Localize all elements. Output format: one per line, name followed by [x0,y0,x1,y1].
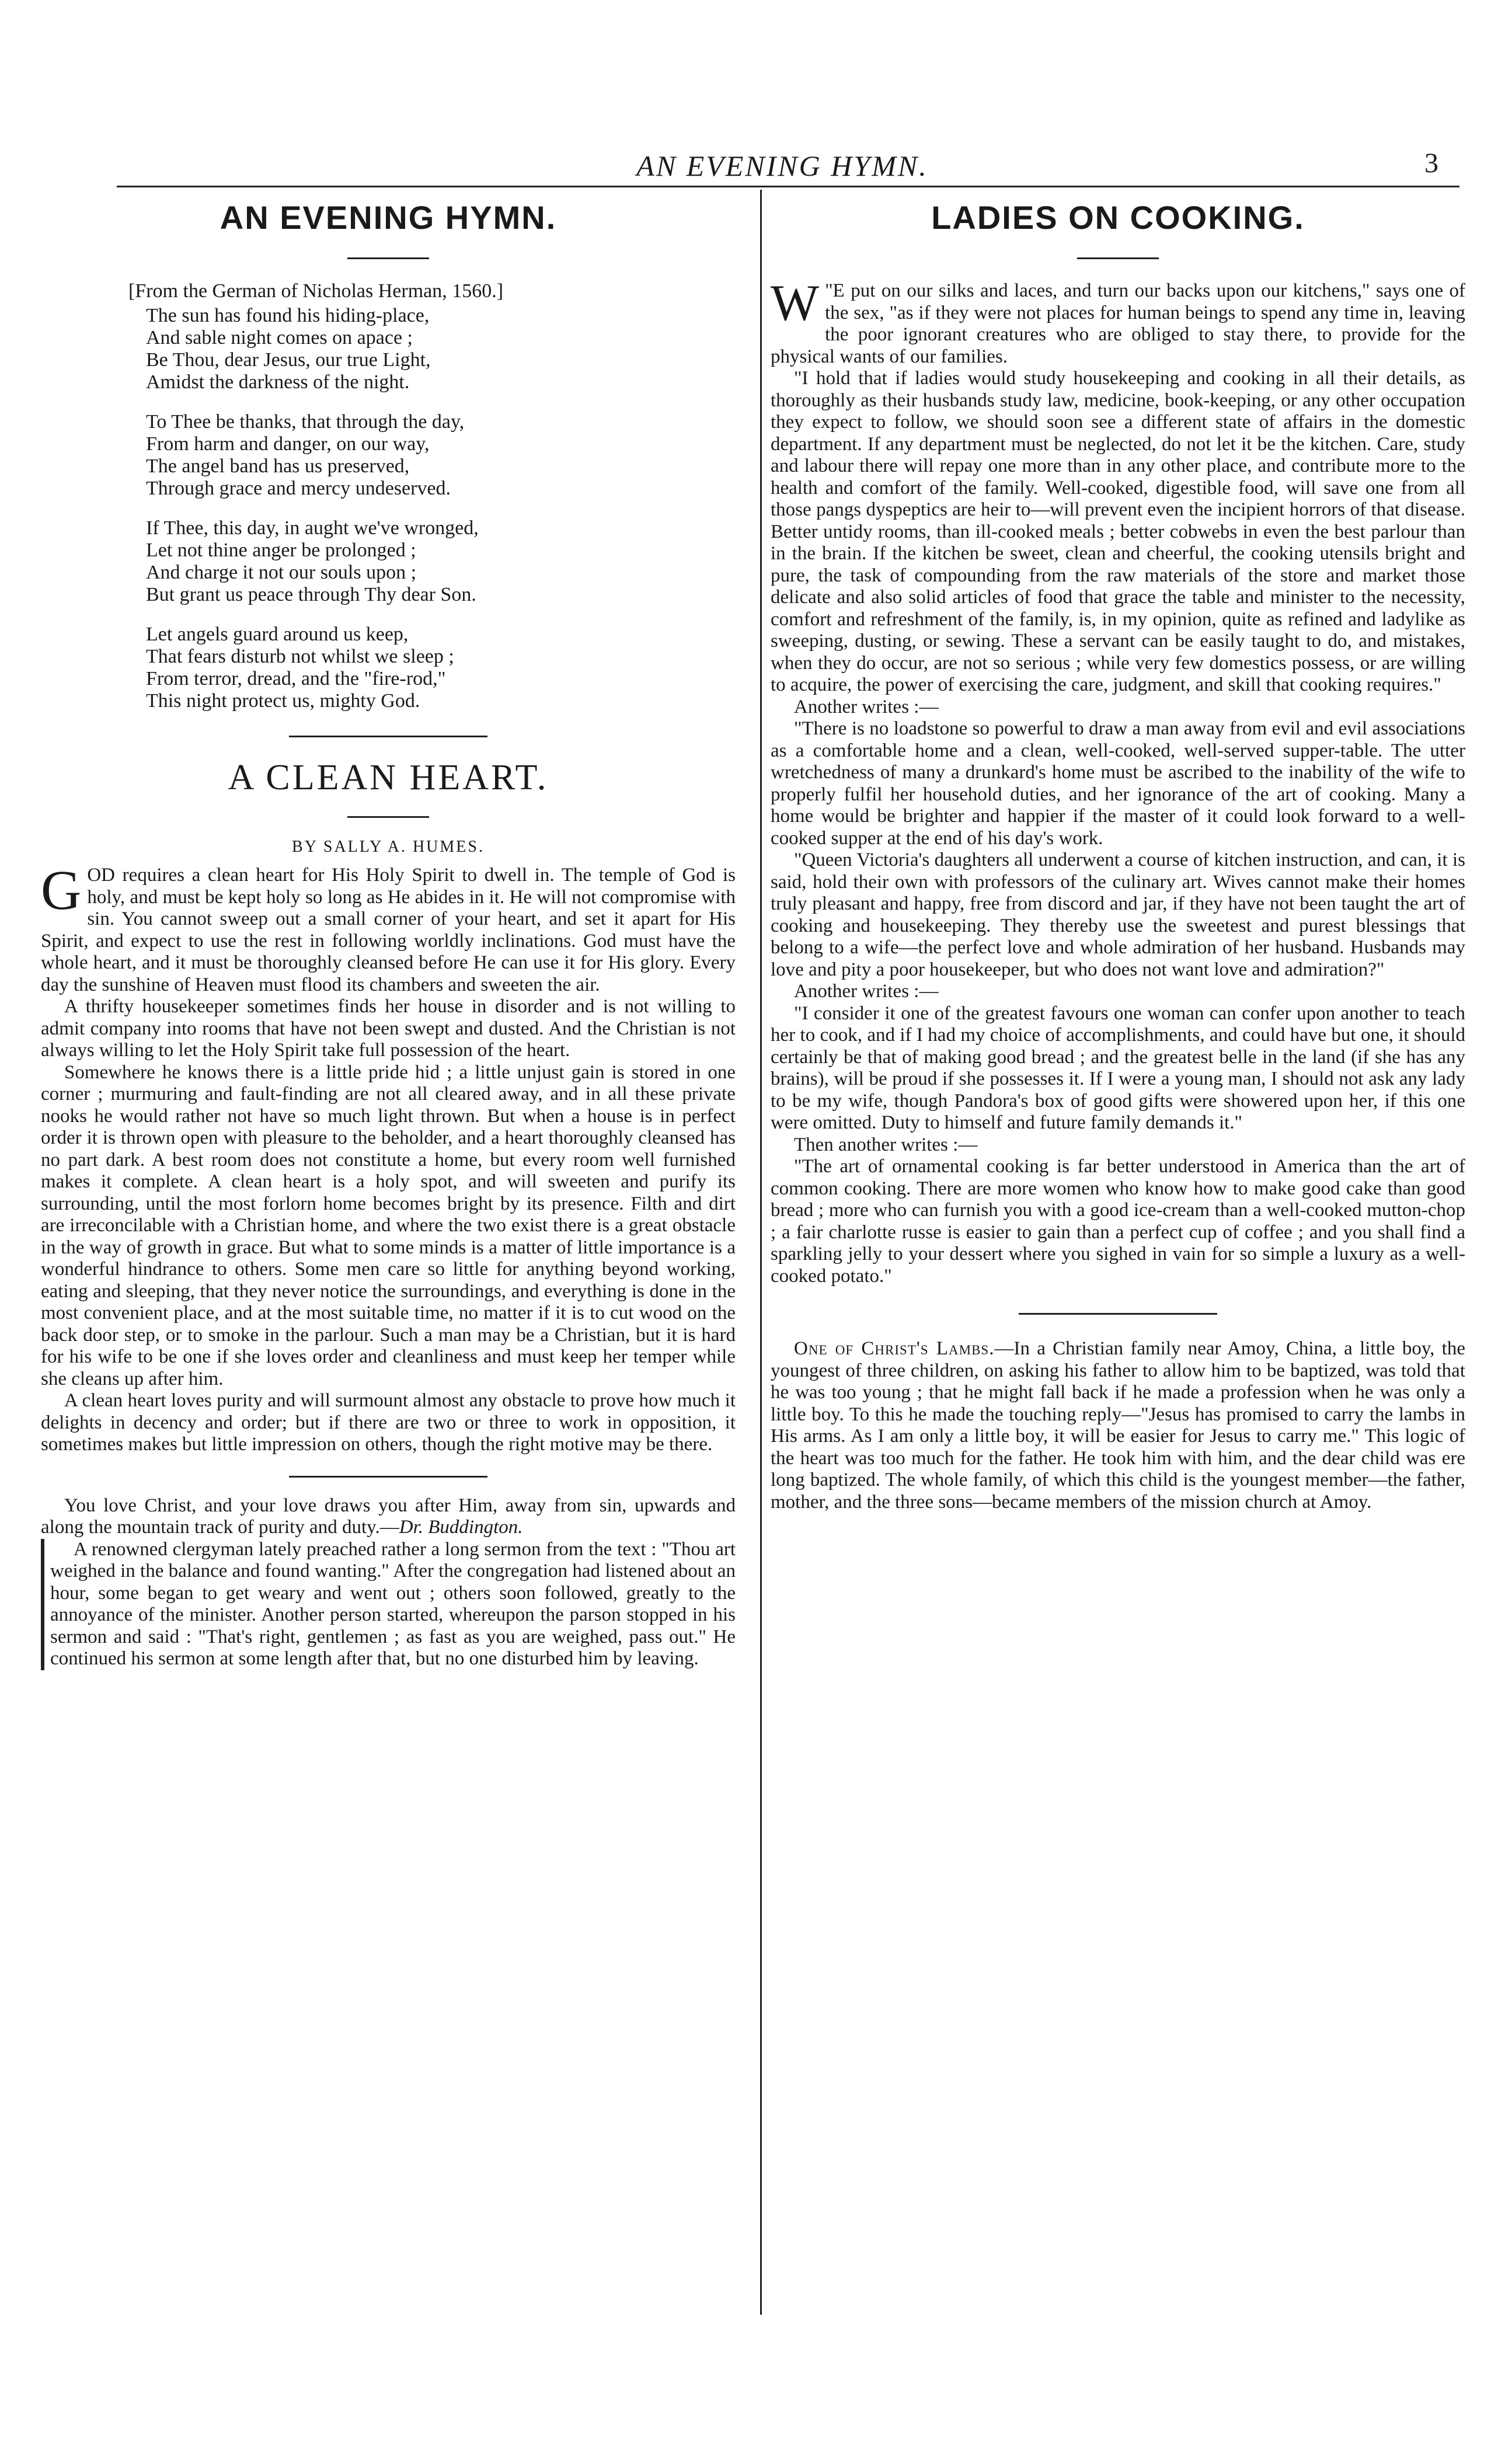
cooking-first-paragraph: " W E put on our silks and laces, and turn our backs upon our kitchens," says one of the sex, "as if they were not places for human beings to spend any time in, leaving the poor ignorant creatures who are obliged to stay there, to provide for the physical wants of our families. [771,275,1465,367]
cooking-paragraph: "I consider it one of the greatest favours one woman can confer upon another to teach her to cook, and if I had my choice of accomplishments, and could have but one, it should certainly be that of making good bread ; and the greatest belle in the land (if she has any brains), will be proud if she possesses it. If I were a young man, I should not ask any lady to be my wife, though Pandora's box of good gifts were showered upon her, if this one were omitted. Duty to himself and future family demands it." [771,1002,1465,1133]
title-rule [347,257,429,259]
running-title: AN EVENING HYMN. [636,149,928,182]
title-rule [1077,257,1159,259]
clean-heart-article [41,859,736,1456]
christs-lambs-heading: One of Christ's Lambs. [794,1338,995,1359]
clean-heart-paragraph: A thrifty housekeeper sometimes finds her house in disorder and is not willing to admit company into rooms that have not been swept and dusted. And the Christian is not always willing to let the Holy Spirit take full possession of the heart. [41,996,736,1061]
section-rule [1019,1313,1217,1315]
poem-line: Let not thine anger be prolonged ; [146,539,416,561]
cooking-paragraph: Another writes :— [794,981,939,1002]
poem-stanza-1 [146,305,712,393]
poem-line: Through grace and mercy undeserved. [146,478,451,499]
ladies-on-cooking-article [771,275,1465,1287]
poem-line: And charge it not our souls upon ; [146,562,417,583]
poem-line: Let angels guard around us keep, [146,623,409,645]
cooking-paragraph: Then another writes :— [794,1134,978,1155]
clergyman-anecdote: A renowned clergyman lately preached rather a long sermon from the text : "Thou art weighed in the balance and found wanting." After the congregation had listened about an hour, some began to get weary and went out ; others soon followed, greatly to the annoyance of the minister. Another person started, whereupon the parson stopped in his sermon and said : "That's right, gentlemen ; as fast as you are weighed, pass out." He continued his sermon at some length after that, but no one disturbed him by leaving. [41,1539,736,1670]
left-column [41,198,736,1670]
poem-line: That fears disturb not whilst we sleep ; [146,646,454,667]
evening-hymn-poem [128,280,712,712]
christs-lambs-paragraph: One of Christ's Lambs.—In a Christian family near Amoy, China, a little boy, the youngest of three children, on asking his father to allow him to be baptized, was told that he was too young ; that he might fall back if he made a profession when he was only a little boy. To this he made the touching reply—"Jesus has promised to carry the lambs in His arms. As I am only a little boy, it will be easier for Jesus to carry me." This logic of the heart was too much for the father. He took him with him, and the dear child was ere long baptized. The whole family, of which this child is the youngest member—the father, mother, and the three sons—became members of the mission church at Amoy. [771,1338,1465,1513]
poem-line: But grant us peace through Thy dear Son. [146,584,476,605]
ladies-on-cooking-title: LADIES ON COOKING. [931,199,1305,236]
clean-heart-title: A CLEAN HEART. [228,758,549,797]
clean-heart-paragraph: Somewhere he knows there is a little pride hid ; a little unjust gain is stored in one corner ; murmuring and fault-finding are not all cleared away, and in all these private nooks he would rather not have so much light thrown. But when a house is in perfect order it is thrown open with pleasure to the beholder, and a heart thoroughly cleansed has no part dark. A best room does not constitute a home, but every room well furnished makes it complete. A clean heart is a holy spot, and will sweeten and purify its surrounding, until the most forlorn home becomes bright by its presence. Filth and dirt are irreconcilable with a Christian home, and where the two exist there is a great obstacle in the way of growth in grace. But what to some minds is a matter of little importance is a wonderful hindrance to others. Some men care so little for anything beyond working, eating and sleeping, that they never notice the surroundings, and everything is done in the most convenient place, and at the most suitable time, no matter if it is to cut wood on the back door step, or to smoke in the parlour. Such a man may be a Christian, but it is hard for his wife to be one if she loves order and cleanliness and must keep her temper while she cleans up after him. [41,1061,736,1389]
poem-line: And sable night comes on apace ; [146,327,413,349]
poem-stanza-4 [146,623,712,712]
cooking-paragraph: "The art of ornamental cooking is far better understood in America than the art of common cooking. There are more women who know how to make good cake than good bread ; more who can furnish you with a good ice-cream than a well-cooked mutton-chop ; a fair charlotte russe is easier to gain than a perfect cup of coffee ; and you shall find a sparkling jelly to your dessert where you sighed in vain for so simple a luxury as a well-cooked potato." [771,1156,1465,1287]
poem-stanza-3 [146,517,712,606]
poem-line: From harm and danger, on our way, [146,433,430,455]
poem-line: Amidst the darkness of the night. [146,371,410,393]
poem-line: If Thee, this day, in aught we've wronged, [146,517,479,539]
clean-heart-paragraph: A clean heart loves purity and will surmount almost any obstacle to prove how much it delights in decency and order; but if there are two or three to work in opposition, it sometimes makes but little impression on others, though the right motive may be there. [41,1390,736,1455]
page-number: 3 [1424,148,1438,179]
poem-line: The sun has found his hiding-place, [146,305,430,326]
christ-quote: You love Christ, and your love draws you after Him, away from sin, upwards and along the mountain track of purity and duty.—Dr. Buddington. [41,1495,736,1538]
right-column [771,198,1465,1513]
section-rule [289,736,487,737]
byline: BY SALLY A. HUMES. [292,838,485,856]
poem-stanza-2 [146,411,712,500]
poem-line: From terror, dread, and the "fire-rod," [146,668,446,689]
cooking-paragraph: "There is no loadstone so powerful to draw a man away from evil and evil associations as a comfortable home and a clean, well-cooked, well-served supper-table. The utter wretchedness of many a drunkard's home must be ascribed to the inability of the wife to properly fulfil her household duties, and her ignorance of the art of cooking. Many a home would be brighter and happier if the master of it could look forward to a well-cooked supper at the end of his day's work. [771,718,1465,849]
section-rule [289,1476,487,1478]
cooking-paragraph: Another writes :— [794,696,939,717]
header-rule [117,186,1459,187]
quote-author: Dr. Buddington. [399,1517,523,1538]
drop-cap: W [771,275,820,332]
clean-heart-first-paragraph: GOD requires a clean heart for His Holy Spirit to dwell in. The temple of God is holy, and must be kept holy so long as He abides in it. He will not compromise with sin. You cannot sweep out a small corner of your heart, and set it apart for His Spirit, and expect to use the rest in following worldly inclinations. God must have the whole heart, and it must be thoroughly cleansed before He can use it for His glory. Every day the sunshine of Heaven must flood its chambers and sweeten the air. [41,859,736,995]
poem-line: This night protect us, mighty God. [146,690,420,712]
poem-source: [From the German of Nicholas Herman, 1560.] [128,280,504,302]
cooking-paragraph: "Queen Victoria's daughters all underwent a course of kitchen instruction, and can, it is said, hold their own with professors of the culinary art. Wives cannot make their homes truly pleasant and happy, free from discord and jar, if they have not been taught the art of cooking and housekeeping. They thereby use the sweetest and purest blessings that belong to a wife—the perfect love and whole admiration of her husband. Husbands may love and pity a poor housekeeper, but who does not want love and admiration?" [771,849,1465,980]
evening-hymn-title: AN EVENING HYMN. [220,199,557,236]
title-rule [347,816,429,818]
poem-line: To Thee be thanks, that through the day, [146,411,465,433]
poem-line: Be Thou, dear Jesus, our true Light, [146,349,431,371]
drop-cap: G [41,859,82,921]
cooking-paragraph: "I hold that if ladies would study housekeeping and cooking in all their details, as thoroughly as their husbands study law, medicine, book-keeping, or any other occupation they expect to follow, we should soon see a different state of affairs in the domestic department. If any department must be neglected, do not let it be the kitchen. Care, study and labour there will repay one more than in any other place, and contribute more to the health and comfort of the family. Well-cooked, digestible food, will save one from all those pangs dyspeptics are heir to—will prevent even the incipient horrors of that disease. Better untidy rooms, than ill-cooked meals ; better cobwebs in even the best parlour than in the brain. If the kitchen be sweet, clean and cheerful, the cooking utensils bright and pure, the task of compounding from the raw materials of the store and market those delicate and also solid articles of food that grace the table and minister to the necessity, comfort and refreshment of the family, is, in my opinion, quite as refined and ladylike as sweeping, dusting, or sewing. These a servant can be easily taught to do, and mistakes, when they do occur, are not so serious ; while very few domestics possess, or are willing to acquire, the power of exercising the care, judgment, and skill that cooking requires." [771,368,1465,695]
poem-line: The angel band has us preserved, [146,455,410,477]
column-rule [760,190,762,2315]
